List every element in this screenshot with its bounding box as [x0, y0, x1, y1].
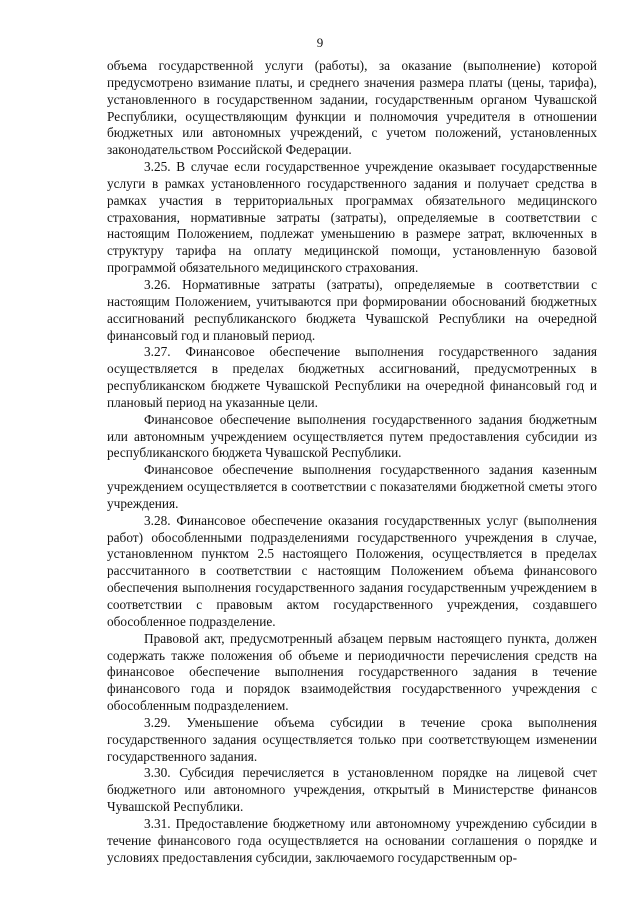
paragraph-3-27-budget-autonomous: Финансовое обеспечение выполнения государственного задания бюджетным или автономным учреждением осуществляется путем предоставления субсидии из республиканского бюджета Чувашской Республики. [107, 411, 597, 461]
paragraph-continuation: объема государственной услуги (работы), за оказание (выполнение) которой предусмотрено взимание платы, и среднего значения размера платы (цены, тарифа), установленного в государственном задании, государственным органом Чувашской Республики, осуществляющим функции и полномочия учредителя в отношении бюджетных или автономных учреждений, с учетом положений, установленных законодательством Российской Федерации. [107, 58, 597, 158]
page-number: 9 [316, 35, 324, 50]
paragraph-3-28: 3.28. Финансовое обеспечение оказания государственных услуг (выполнения работ) обособленными подразделениями государственного учреждения в случае, установленном пунктом 2.5 настоящего Положения, осуществляется в пределах рассчитанного в соответствии с настоящим Положением объема финансового обеспечения выполнения государственного задания государственным учреждением в соответствии с правовым актом государственного учреждения, создавшего обособленное подразделение. [107, 512, 597, 629]
paragraph-3-28-legal-act: Правовой акт, предусмотренный абзацем первым настоящего пункта, должен содержать также положения об объеме и периодичности перечисления средств на финансовое обеспечение выполнения государственного задания в течение финансового года и порядок взаимодействия государственного учреждения с обособленным подразделением. [107, 630, 597, 714]
paragraph-3-31: 3.31. Предоставление бюджетному или автономному учреждению субсидии в течение финансового года осуществляется на основании соглашения о порядке и условиях предоставления субсидии, заключаемого государственным ор- [107, 815, 597, 865]
paragraph-3-26: 3.26. Нормативные затраты (затраты), определяемые в соответствии с настоящим Положением, учитываются при формировании обоснований бюджетных ассигнований республиканского бюджета Чувашской Республики на очередной финансовый год и плановый период. [107, 276, 597, 343]
paragraph-3-25: 3.25. В случае если государственное учреждение оказывает государственные услуги в рамках установленного государственного задания и получает средства в рамках участия в территориальных программах обязательного медицинского страхования, нормативные затраты (затраты), определяемые в соответствии с настоящим Положением, подлежат уменьшению в размере затрат, включенных в структуру тарифа на оплату медицинской помощи, установленную базовой программой обязательного медицинского страхования. [107, 159, 597, 276]
paragraph-3-27-state-owned: Финансовое обеспечение выполнения государственного задания казенным учреждением осуществляется в соответствии с показателями бюджетной сметы этого учреждения. [107, 462, 597, 511]
document-body [107, 58, 597, 867]
paragraph-3-30: 3.30. Субсидия перечисляется в установленном порядке на лицевой счет бюджетного или автономного учреждения, открытый в Министерстве финансов Чувашской Республики. [107, 765, 597, 815]
paragraph-3-29: 3.29. Уменьшение объема субсидии в течение срока выполнения государственного задания осуществляется только при соответствующем изменении государственного задания. [107, 714, 597, 764]
paragraph-3-27: 3.27. Финансовое обеспечение выполнения государственного задания осуществляется в пределах бюджетных ассигнований, предусмотренных в республиканском бюджете Чувашской Республики на очередной финансовый год и плановый период на указанные цели. [107, 344, 597, 410]
